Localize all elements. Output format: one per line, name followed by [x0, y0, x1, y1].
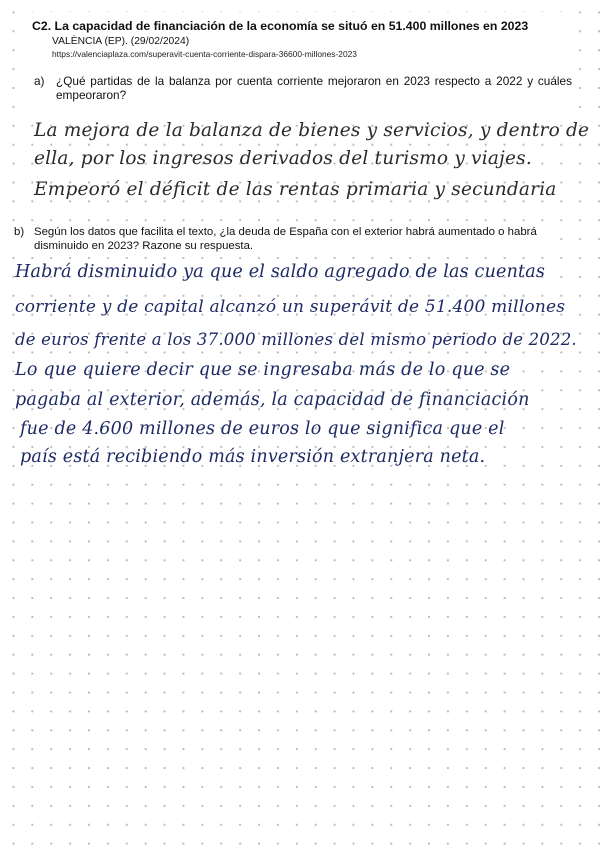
article-source: VALÈNCIA (EP). (29/02/2024): [52, 36, 190, 47]
question-a: [34, 74, 576, 102]
answer-a-line: La mejora de la balanza de bienes y servicios, y dentro de: [34, 120, 590, 141]
question-b: [8, 222, 548, 254]
question-title: C2. La capacidad de financiación de la economía se situó en 51.400 millones en 2023: [32, 19, 529, 33]
answer-b-line: corriente y de capital alcanzó un superávit de 51.400 millones: [15, 297, 566, 317]
question-b-text: Según los datos que facilita el texto, ¿la deuda de España con el exterior habrá aumentado o habrá disminuido en 2023? Razone su respuesta.: [34, 226, 537, 252]
answer-b-line: pagaba al exterior, además, la capacidad de financiación: [15, 390, 530, 410]
question-c2-header: [28, 12, 576, 112]
answer-b-line: fue de 4.600 millones de euros lo que significa que el: [20, 419, 505, 439]
question-b-label: b): [14, 226, 25, 238]
answer-a-line: ella, por los ingresos derivados del turismo y viajes.: [34, 148, 532, 169]
answer-b-line: Habrá disminuido ya que el saldo agregado de las cuentas: [15, 262, 546, 282]
answer-a-line: Empeoró el déficit de las rentas primaria y secundaria: [34, 179, 557, 200]
question-a-text: ¿Qué partidas de la balanza por cuenta corriente mejoraron en 2023 respecto a 2022 y cuáles empeoraron?: [56, 74, 572, 102]
answer-b-line: de euros frente a los 37.000 millones del mismo periodo de 2022.: [15, 330, 577, 349]
question-a-label: a): [34, 74, 45, 88]
article-url: https://valenciaplaza.com/superavit-cuenta-corriente-dispara-36600-millones-2023: [52, 49, 357, 59]
answer-b-line: Lo que quiere decir que se ingresaba más de lo que se: [15, 360, 511, 380]
answer-b-line: país está recibiendo más inversión extranjera neta.: [20, 447, 486, 467]
